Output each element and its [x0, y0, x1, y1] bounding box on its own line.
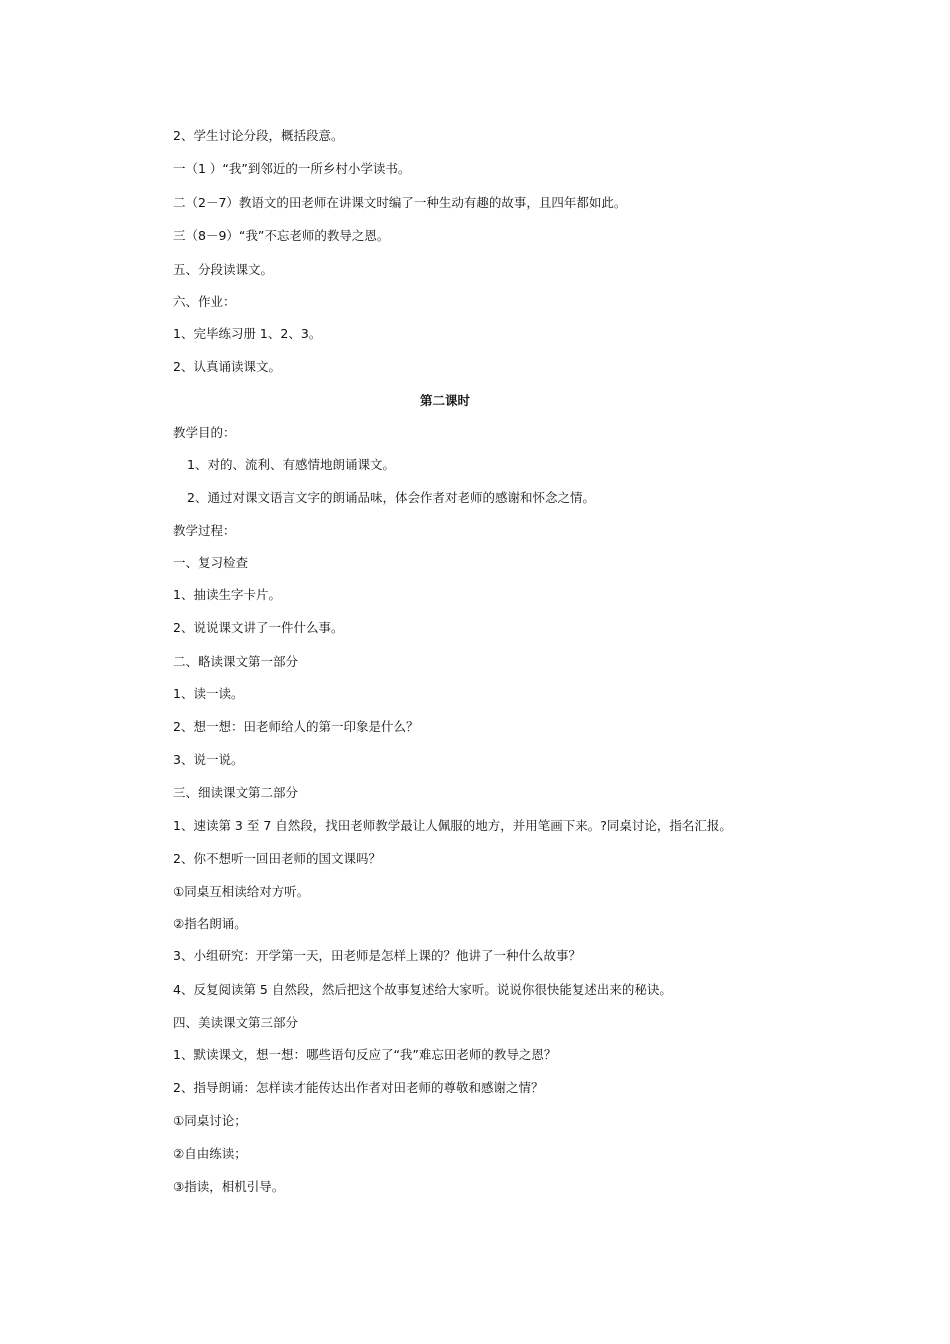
text-line: ②指名朗诵。 — [173, 916, 247, 931]
text-line: 2、认真诵读课文。 — [173, 359, 281, 374]
objective-item: 2、通过对课文语言文字的朗诵品味，体会作者对老师的感谢和怀念之情。 — [187, 490, 595, 505]
text-line: 教学过程： — [173, 523, 236, 538]
text-line: 一（1 ）“我”到邻近的一所乡村小学读书。 — [173, 161, 411, 176]
text-line: 1、完毕练习册 1、2、3。 — [173, 326, 322, 341]
text-line: 2、你不想听一回田老师的国文课吗？ — [173, 851, 381, 866]
text-line: 2、指导朗诵：怎样读才能传达出作者对田老师的尊敬和感谢之情？ — [173, 1080, 544, 1095]
text-line: 2、学生讨论分段，概括段意。 — [173, 128, 344, 143]
text-line: 三（8－9）“我”不忘老师的教导之恩。 — [173, 228, 390, 243]
text-line: 3、说一说。 — [173, 752, 244, 767]
text-line: 2、说说课文讲了一件什么事。 — [173, 620, 344, 635]
text-line: 1、默读课文，想一想：哪些语句反应了“我”难忘田老师的教导之恩？ — [173, 1047, 557, 1062]
text-line: 3、小组研究：开学第一天，田老师是怎样上课的？他讲了一种什么故事？ — [173, 948, 581, 963]
text-line: 二（2－7）教语文的田老师在讲课文时编了一种生动有趣的故事，且四年都如此。 — [173, 195, 627, 210]
text-line: 五、分段读课文。 — [173, 262, 274, 277]
text-line: ③指读，相机引导。 — [173, 1179, 285, 1194]
text-line: 1、速读第 3 至 7 自然段，找田老师教学最让人佩服的地方，并用笔画下来。?同桌讨论，指名汇报。 — [173, 818, 732, 833]
text-line: 1、抽读生字卡片。 — [173, 587, 281, 602]
text-line: 二、略读课文第一部分 — [173, 654, 299, 669]
text-line: ②自由练读； — [173, 1146, 247, 1161]
text-line: 4、反复阅读第 5 自然段，然后把这个故事复述给大家听。说说你很快能复述出来的秘诀。 — [173, 982, 672, 997]
section-title: 第二课时 — [419, 393, 470, 408]
objectives-label: 教学目的： — [173, 425, 236, 440]
text-line: 1、读一读。 — [173, 686, 244, 701]
objective-item: 1、对的、流利、有感情地朗诵课文。 — [187, 457, 395, 472]
text-line: 四、美读课文第三部分 — [173, 1015, 299, 1030]
text-line: 2、想一想：田老师给人的第一印象是什么？ — [173, 719, 419, 734]
text-line: 三、细读课文第二部分 — [173, 785, 299, 800]
text-line: ①同桌讨论； — [173, 1113, 247, 1128]
text-line: 一、复习检查 — [173, 555, 249, 570]
text-line: ①同桌互相读给对方听。 — [173, 884, 310, 899]
text-line: 六、作业： — [173, 294, 236, 309]
